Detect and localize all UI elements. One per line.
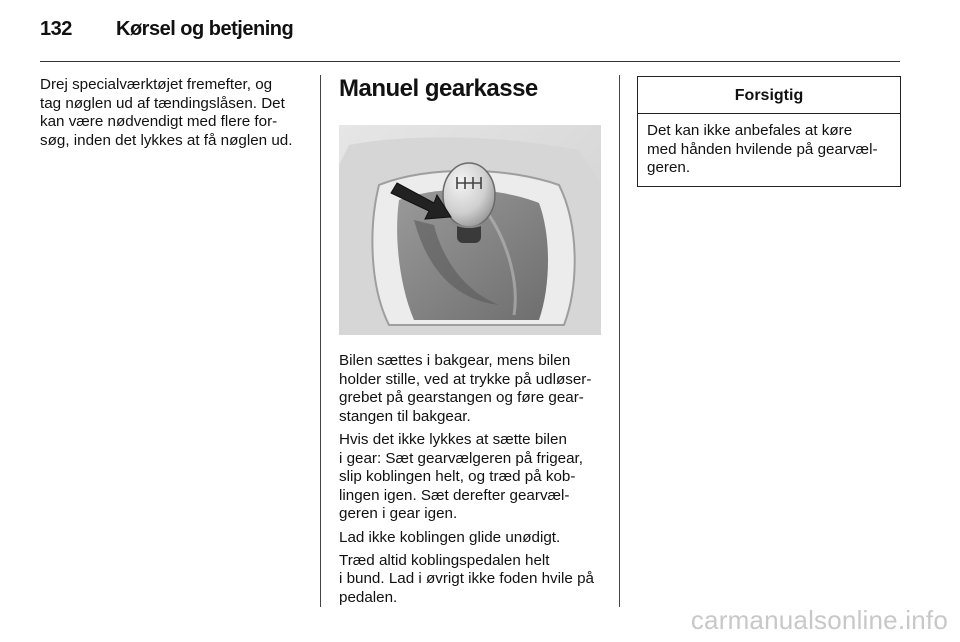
header-divider [40,61,900,62]
manual-gearbox-heading: Manuel gearkasse [339,75,538,102]
intro-paragraph [40,76,310,150]
text-line: Drej specialværktøjet fremefter, og [40,76,273,93]
page-number: 132 [40,18,72,40]
text-line: søg, inden det lykkes at få nøglen ud. [40,131,293,149]
section-title: Kørsel og betjening [116,18,294,40]
text-line: i gear: Sæt gearvælgeren på frigear, [339,449,583,467]
caution-text [647,122,892,178]
caution-box [637,76,901,187]
text-line: Bilen sættes i bakgear, mens bilen [339,352,571,369]
gearbox-instructions [339,352,607,608]
text-line: pedalen. [339,588,398,606]
column-right [637,76,901,187]
text-line: Det kan ikke anbefales at køre [647,122,853,139]
caution-title: Forsigtig [638,77,900,114]
text-line: tag nøglen ud af tændingslåsen. Det [40,94,285,112]
watermark: carmanualsonline.info [690,605,948,635]
column-left [40,76,310,154]
column-divider-2 [619,75,620,607]
text-line: slip koblingen helt, og træd på kob- [339,468,576,486]
paragraph [339,529,607,548]
paragraph [339,552,607,608]
column-middle [339,71,607,612]
caution-body [638,114,900,186]
text-line: holder stille, ved at trykke på udløser- [339,370,592,388]
text-line: Hvis det ikke lykkes at sætte bilen [339,430,567,448]
column-divider-1 [320,75,321,607]
text-line: med hånden hvilende på gearvæl- [647,140,878,158]
text-line: stangen til bakgear. [339,407,471,425]
text-line: kan være nødvendigt med flere for- [40,113,278,131]
text-line: grebet på gearstangen og føre gear- [339,389,584,407]
paragraph [339,431,607,524]
text-line: geren i gear igen. [339,505,458,523]
text-line: geren. [647,159,691,177]
gear-knob-image [339,125,601,335]
page-header [40,18,900,48]
text-line: Lad ikke koblingen glide unødigt. [339,528,561,546]
text-line: i bund. Lad i øvrigt ikke foden hvile på [339,570,594,588]
gear-shift-illustration [339,125,601,335]
text-line: lingen igen. Sæt derefter gearvæl- [339,486,570,504]
paragraph [339,352,607,426]
text-line: Træd altid koblingspedalen helt [339,551,550,569]
